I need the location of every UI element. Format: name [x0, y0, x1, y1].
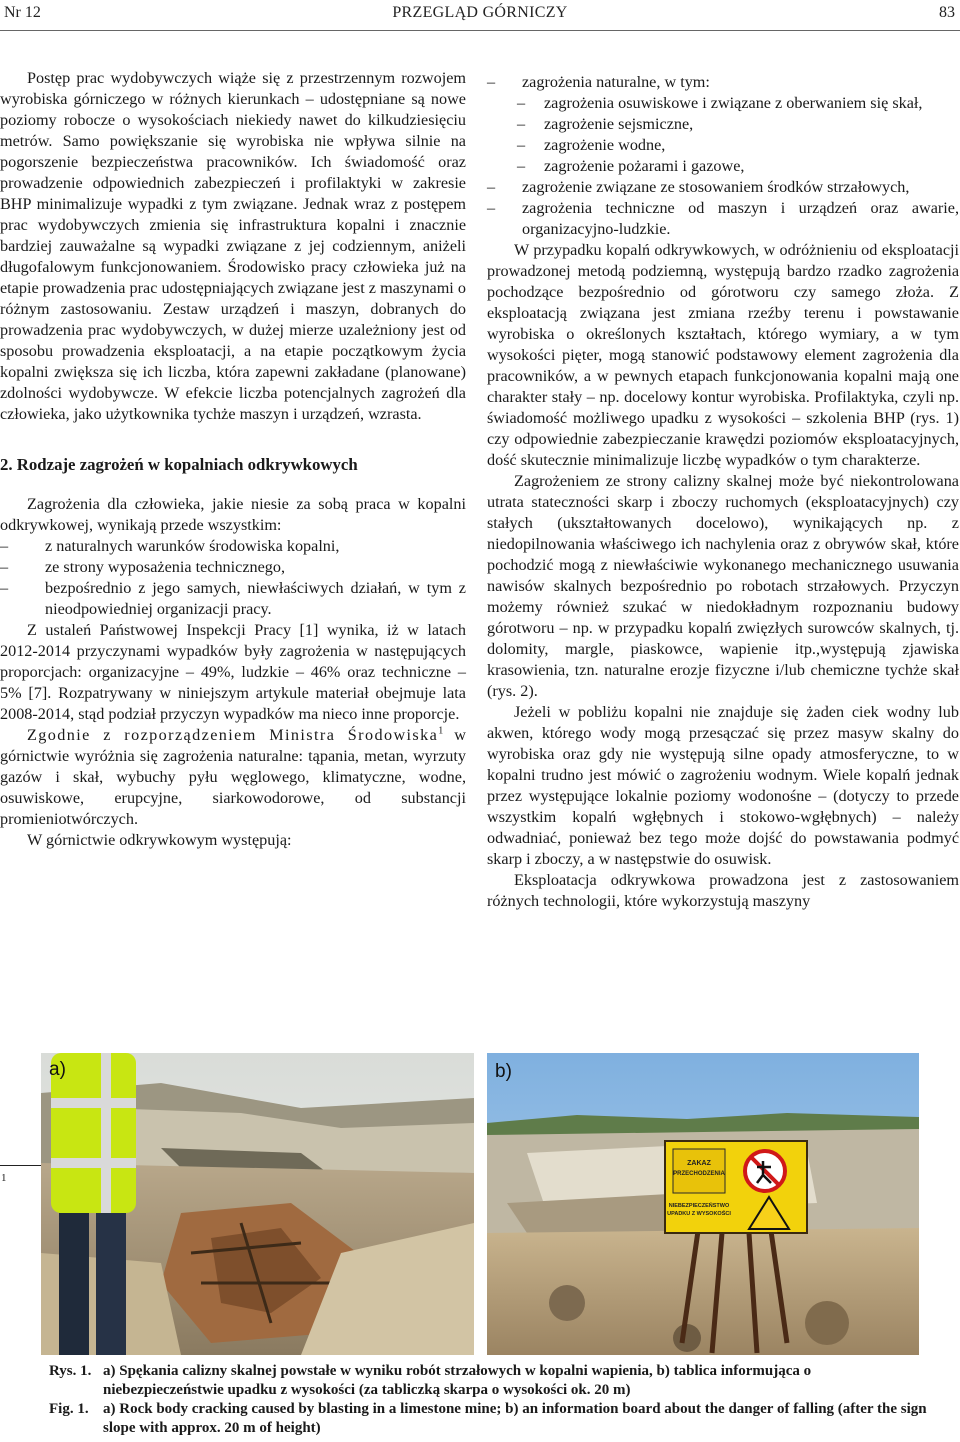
list-item: – zagrożenie związane ze stosowaniem środków strzałowych,	[487, 177, 959, 198]
caption-pl	[49, 1362, 929, 1400]
journal-title: PRZEGLĄD GÓRNICZY	[392, 4, 568, 21]
page-header	[0, 0, 960, 30]
list-item: – ze strony wyposażenia technicznego,	[0, 557, 466, 578]
sign-text-2: PRZECHODZENIA	[673, 1171, 725, 1177]
section-heading: 2. Rodzaje zagrożeń w kopalniach odkrywkowych	[0, 455, 358, 474]
paragraph-lead: Zgodnie z rozporządzeniem Ministra Środowiska	[27, 726, 439, 744]
photo-b	[487, 1053, 919, 1355]
sublist-item: – zagrożenia osuwiskowe i związane z oberwaniem się skał,	[487, 93, 959, 114]
label-b: b)	[495, 1061, 512, 1082]
paragraph: Eksploatacja odkrywkowa prowadzona jest z zastosowaniem różnych technologii, które wykorzystują maszyny	[487, 871, 959, 910]
sign-text-3: NIEBEZPIECZEŃSTWO	[668, 1203, 730, 1209]
warning-board-photo	[487, 1053, 919, 1355]
page-number: 83	[939, 4, 955, 21]
rock-cracking-photo	[41, 1053, 474, 1355]
caption-en-text: a) Rock body cracking caused by blasting in a limestone mine; b) an information board about the danger of falling (after the sign slope with approx. 20 m of height)	[103, 1401, 927, 1436]
label-a: a)	[49, 1059, 66, 1080]
list-item: – z naturalnych warunków środowiska kopalni,	[0, 536, 466, 557]
list-item: – zagrożenia naturalne, w tym:	[487, 72, 959, 93]
sublist-item: – zagrożenie pożarami i gazowe,	[487, 156, 959, 177]
sign-text-4: UPADKU Z WYSOKOŚCI	[667, 1211, 731, 1217]
right-column	[487, 72, 959, 912]
caption-pl-text: a) Spękania calizny skalnej powstałe w wyniku robót strzałowych w kopalni wapienia, b) tablica informująca o niebezpieczeństwie upadku z wysokości (za tabliczką skarpa o wysokości ok. 20 m)	[103, 1363, 812, 1398]
list-item: – zagrożenia techniczne od maszyn i urządzeń oraz awarie, organizacyjno-ludzkie.	[487, 198, 959, 240]
figure-caption	[49, 1362, 929, 1438]
sublist-item: – zagrożenie sejsmiczne,	[487, 114, 959, 135]
sign-text-1: ZAKAZ	[687, 1160, 711, 1167]
paragraph	[0, 725, 466, 830]
paragraph: Z ustaleń Państwowej Inspekcji Pracy [1] wynika, iż w latach 2012-2014 przyczynami wypadków były zagrożenia w następujących proporcjach: organizacyjne – 49%, ludzkie – 46% oraz techniczne – 5% [7]. Rozpatrywany w niniejszym artykule materiał obejmuje lata 2008-2014, stąd podział przyczyn wypadków ma nieco inne proporcje.	[0, 621, 466, 723]
caption-en-label: Fig. 1.	[49, 1401, 89, 1417]
paragraph: W górnictwie odkrywkowym występują:	[27, 831, 292, 849]
paragraph: Zagrożenia dla człowieka, jakie niesie za sobą praca w kopalni odkrywkowej, wynikają przede wszystkim:	[0, 495, 466, 534]
paragraph: Postęp prac wydobywczych wiąże się z przestrzennym rozwojem wyrobiska górniczego w różnych kierunkach – udostępniane są nowe poziomy robocze o wysokościach niekiedy nawet do kilkudziesięciu metrów. Samo powiększanie się wyrobiska nie wpływa silnie na pogorszenie bezpieczeństwa pracowników. Ich świadomość oraz prowadzenie odpowiednich zabezpieczeń i profilaktyki w zakresie BHP minimalizuje wypadki z tym związane. Jednak wraz z postępem prac wydobywczych zmienia się infrastruktura kopalni i znacznie bardziej zauważalne są wypadki związane z jej codziennym, aniżeli długofalowym funkcjonowaniem. Środowisko pracy człowieka już na etapie prowadzenia prac udostępniających związane jest z maszynami o różnym zastosowaniu. Zestaw urządzeń i maszyn, dobranych do prowadzenia prac wydobywczych, w dużej mierze uzależniony jest od sposobu prowadzenia eksploatacji, a na etapie początkowym życia kopalni zwiększa się ich liczba, która zapewni zakładane (planowane) zdolności wydobywcze. W efekcie liczba potencjalnych zagrożeń dla człowieka, jako użytkownika tychże maszyn i urządzeń, wzrasta.	[0, 69, 466, 423]
header-rule	[0, 30, 960, 31]
list-item: – bezpośrednio z jego samych, niewłaściwych działań, w tym z nieodpowiedniej organizacji pracy.	[0, 578, 466, 620]
paragraph: Zagrożeniem ze strony calizny skalnej może być niekontrolowana utrata stateczności skarp i zboczy ruchomych (eksploatacyjnych) czy stałych (ukształtowanych docelowo), wynikających np. z niedopilnowania właściwego ich nachylenia oraz z obrywów skał, które pochodzić mogą z niewłaściwie wykonanego mechanicznego usuwania nawisów skalnych bezpośrednio po robotach strzałowych. Przyczyn możemy również szukać w niedokładnym rozpoznaniu budowy górotworu – np. w przypadku kopalń zwięzłych surowców skalnych, tj. dolomity, margle, piaskowce, wapienie itp.,występują zjawiska krasowienia, tzn. naturalne erozje fizyczne i/lub chemiczne tychże skał (rys. 2).	[487, 472, 959, 700]
left-column	[0, 68, 466, 851]
footnote-number: 1	[1, 1172, 7, 1184]
footnote-ref[interactable]: 1	[438, 725, 444, 737]
caption-pl-label: Rys. 1.	[49, 1363, 92, 1379]
sublist-item: – zagrożenie wodne,	[487, 135, 959, 156]
paragraph: Jeżeli w pobliżu kopalni nie znajduje się żaden ciek wodny lub akwen, którego wody mogą przesączać się przez masyw skalny do wyrobiska oraz gdy nie występują silne opady atmosferyczne, to w kopalni trudno jest mówić o zagrożeniu wodnym. Wiele kopalń jednak przez występujące lokalnie poziomy wodonośne – (dotyczy to przede wszystkim kopalń wgłębnych i stokowo-wgłębnych) – należy odwadniać, ponieważ bez tego może dojść do powstawania podmyć skarp i zboczy, a w następstwie do osuwisk.	[487, 703, 959, 868]
issue-number: Nr 12	[4, 4, 41, 21]
photo-a	[41, 1053, 474, 1355]
caption-en	[49, 1400, 929, 1438]
paragraph: W przypadku kopalń odkrywkowych, w odróżnieniu od eksploatacji prowadzonej metodą podziemną, występują bardzo rzadko zagrożenia pochodzące bezpośrednio od górotworu czy samego złoża. Z eksploatacją związana jest zmiana rzeźby terenu i powstawanie wyrobiska o określonych kształtach, którego wymiary, a w tym wysokości pięter, mogą stanowić podstawowy element zagrożenia dla pracowników, a w pewnych etapach funkcjonowania kopalni mają one charakter stały – np. docelowy kontur wyrobiska. Profilaktyka, czyli np. świadomość możliwego upadku z wysokości – szkolenia BHP (rys. 1) czy odpowiednie zabezpieczanie krawędzi poziomów eksploatacyjnych, dość skutecznie minimalizuje liczbę wypadków o tym charakterze.	[487, 241, 959, 469]
paragraph-rest: w górnictwie wyróżnia się zagrożenia naturalne: tąpania, metan, wyrzuty gazów i skał, wybuchy pyłu węglowego, klimatyczne, wodne, osuwiskowe, erupcyjne, siarkowodorowe, od substancji promieniotwórczych.	[0, 726, 466, 828]
